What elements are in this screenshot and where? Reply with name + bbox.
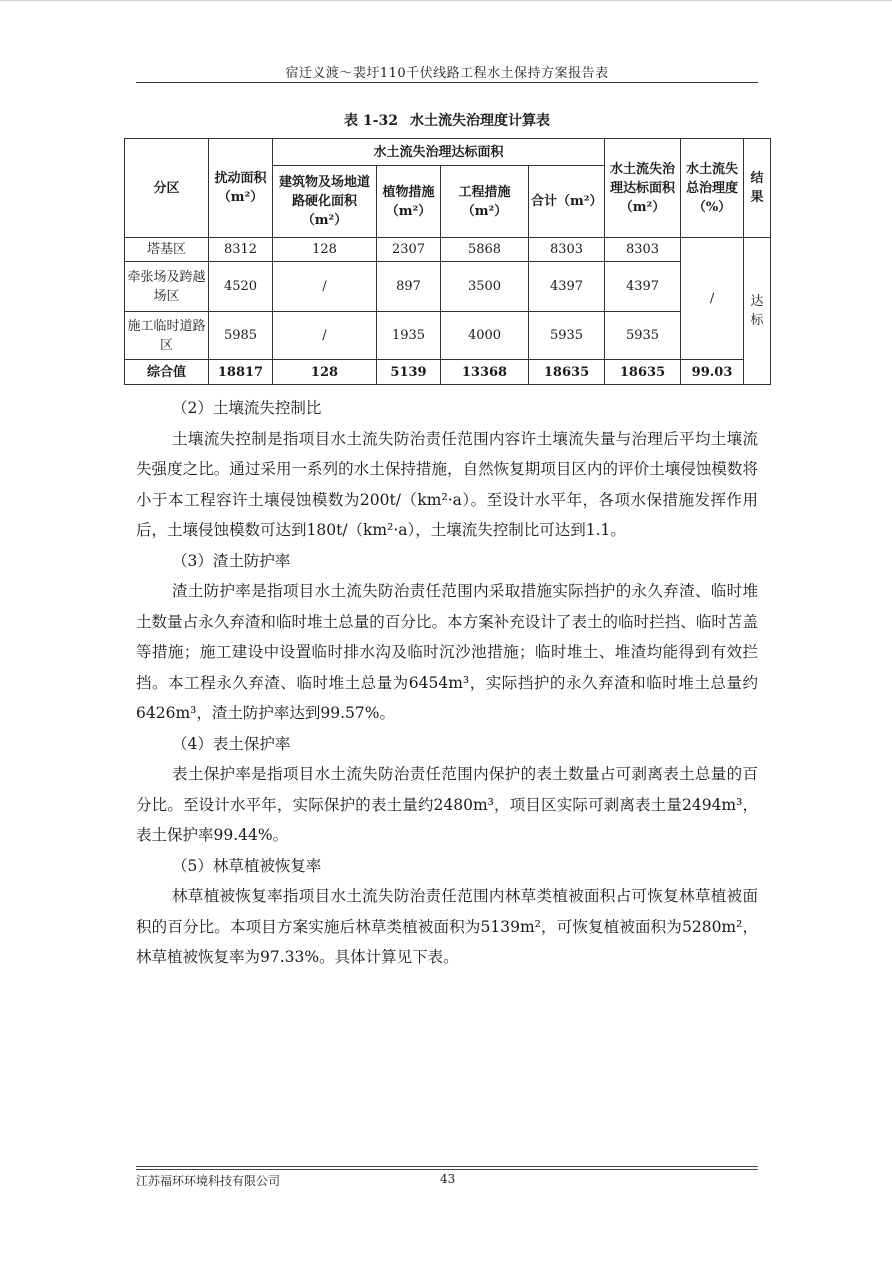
cell-subtotal: 8303 — [529, 238, 605, 262]
cell-plant: 2307 — [377, 238, 441, 262]
cell-target-area: 5935 — [605, 312, 681, 360]
footer-rule — [136, 1169, 758, 1170]
footer-rule — [136, 1166, 758, 1167]
table-row — [125, 312, 771, 360]
cell-zone: 塔基区 — [125, 238, 209, 262]
cell-disturbed: 5985 — [209, 312, 273, 360]
header-subtotal: 合计（m²） — [529, 166, 605, 238]
cell-building: / — [273, 312, 377, 360]
footer-company: 江苏福环环境科技有限公司 — [136, 1174, 281, 1188]
cell-disturbed: 4520 — [209, 262, 273, 312]
header-building-area: 建筑物及场地道路硬化面积（m²） — [273, 166, 377, 238]
cell-zone: 综合值 — [125, 360, 209, 385]
header-plant-measures: 植物措施（m²） — [377, 166, 441, 238]
cell-target-area: 8303 — [605, 238, 681, 262]
cell-rate: 99.03 — [681, 360, 744, 385]
cell-target-area: 4397 — [605, 262, 681, 312]
cell-zone: 牵张场及跨越场区 — [125, 262, 209, 312]
cell-zone: 施工临时道路区 — [125, 312, 209, 360]
cell-result-merged: 达标 — [744, 238, 771, 385]
cell-engineering: 13368 — [441, 360, 529, 385]
cell-engineering: 4000 — [441, 312, 529, 360]
section-heading-topsoil-protection: （4）表土保护率 — [172, 734, 291, 753]
cell-engineering: 3500 — [441, 262, 529, 312]
cell-target-area: 18635 — [605, 360, 681, 385]
cell-plant: 5139 — [377, 360, 441, 385]
header-control-rate: 水土流失总治理度（%） — [681, 139, 744, 238]
paragraph-soil-loss-ratio: 土壤流失控制是指项目水土流失防治责任范围内容许土壤流失量与治理后平均土壤流失强度之比。通过采用一系列的水土保持措施，自然恢复期项目区内的评价土壤侵蚀模数将小于本工程容许土壤侵蚀模数为200t/（km²·a）。至设计水平年，各项水保措施发挥作用后，土壤侵蚀模数可达到180t/（km²·a），土壤流失控制比可达到1.1。 — [136, 429, 758, 539]
body-text — [136, 393, 758, 973]
cell-building: 128 — [273, 360, 377, 385]
header-treated-area-group: 水土流失治理达标面积 — [273, 139, 605, 166]
table-caption-number: 表 1-32 — [344, 113, 398, 129]
cell-building: / — [273, 262, 377, 312]
header-engineering-measures: 工程措施（m²） — [441, 166, 529, 238]
table-caption — [136, 110, 758, 130]
cell-building: 128 — [273, 238, 377, 262]
table-row — [125, 238, 771, 262]
section-heading-soil-loss-ratio: （2）土壤流失控制比 — [172, 399, 322, 417]
cell-rate-merged: / — [681, 238, 744, 360]
top-edge-line — [0, 0, 892, 1]
header-target-area: 水土流失治理达标面积（m²） — [605, 139, 681, 238]
paragraph-vegetation-recovery: 林草植被恢复率指项目水土流失防治责任范围内林草类植被面积占可恢复林草植被面积的百分比。本项目方案实施后林草类植被面积为5139m²，可恢复植被面积为5280m²，林草植被恢复率为97.33%。具体计算见下表。 — [136, 887, 758, 966]
section-heading-vegetation-recovery: （5）林草植被恢复率 — [172, 856, 322, 875]
page-number: 43 — [440, 1172, 456, 1186]
table-caption-text: 水土流失治理度计算表 — [409, 113, 550, 129]
page-header-title: 宿迁义渡～裴圩110千伏线路工程水土保持方案报告表 — [285, 66, 609, 81]
header-result: 结果 — [744, 139, 771, 238]
section-heading-spoil-protection: （3）渣土防护率 — [172, 551, 291, 570]
cell-subtotal: 18635 — [529, 360, 605, 385]
header-rule — [136, 82, 758, 83]
cell-plant: 1935 — [377, 312, 441, 360]
cell-plant: 897 — [377, 262, 441, 312]
erosion-control-table — [124, 138, 771, 385]
header-disturbed-area: 扰动面积（m²） — [209, 139, 273, 238]
cell-disturbed: 18817 — [209, 360, 273, 385]
cell-disturbed: 8312 — [209, 238, 273, 262]
cell-subtotal: 4397 — [529, 262, 605, 312]
cell-subtotal: 5935 — [529, 312, 605, 360]
table-total-row — [125, 360, 771, 385]
header-zone: 分区 — [125, 139, 209, 238]
paragraph-topsoil-protection: 表土保护率是指项目水土流失防治责任范围内保护的表土数量占可剥离表土总量的百分比。至设计水平年，实际保护的表土量约2480m³，项目区实际可剥离表土量2494m³，表土保护率99.44%。 — [136, 765, 758, 844]
table-row — [125, 262, 771, 312]
cell-engineering: 5868 — [441, 238, 529, 262]
paragraph-spoil-protection: 渣土防护率是指项目水土流失防治责任范围内采取措施实际挡护的永久弃渣、临时堆土数量占永久弃渣和临时堆土总量的百分比。本方案补充设计了表土的临时拦挡、临时苫盖等措施；施工建设中设置临时排水沟及临时沉沙池措施；临时堆土、堆渣均能得到有效拦挡。本工程永久弃渣、临时堆土总量为6454m³，实际挡护的永久弃渣和临时堆土总量约6426m³，渣土防护率达到99.57%。 — [136, 582, 758, 722]
